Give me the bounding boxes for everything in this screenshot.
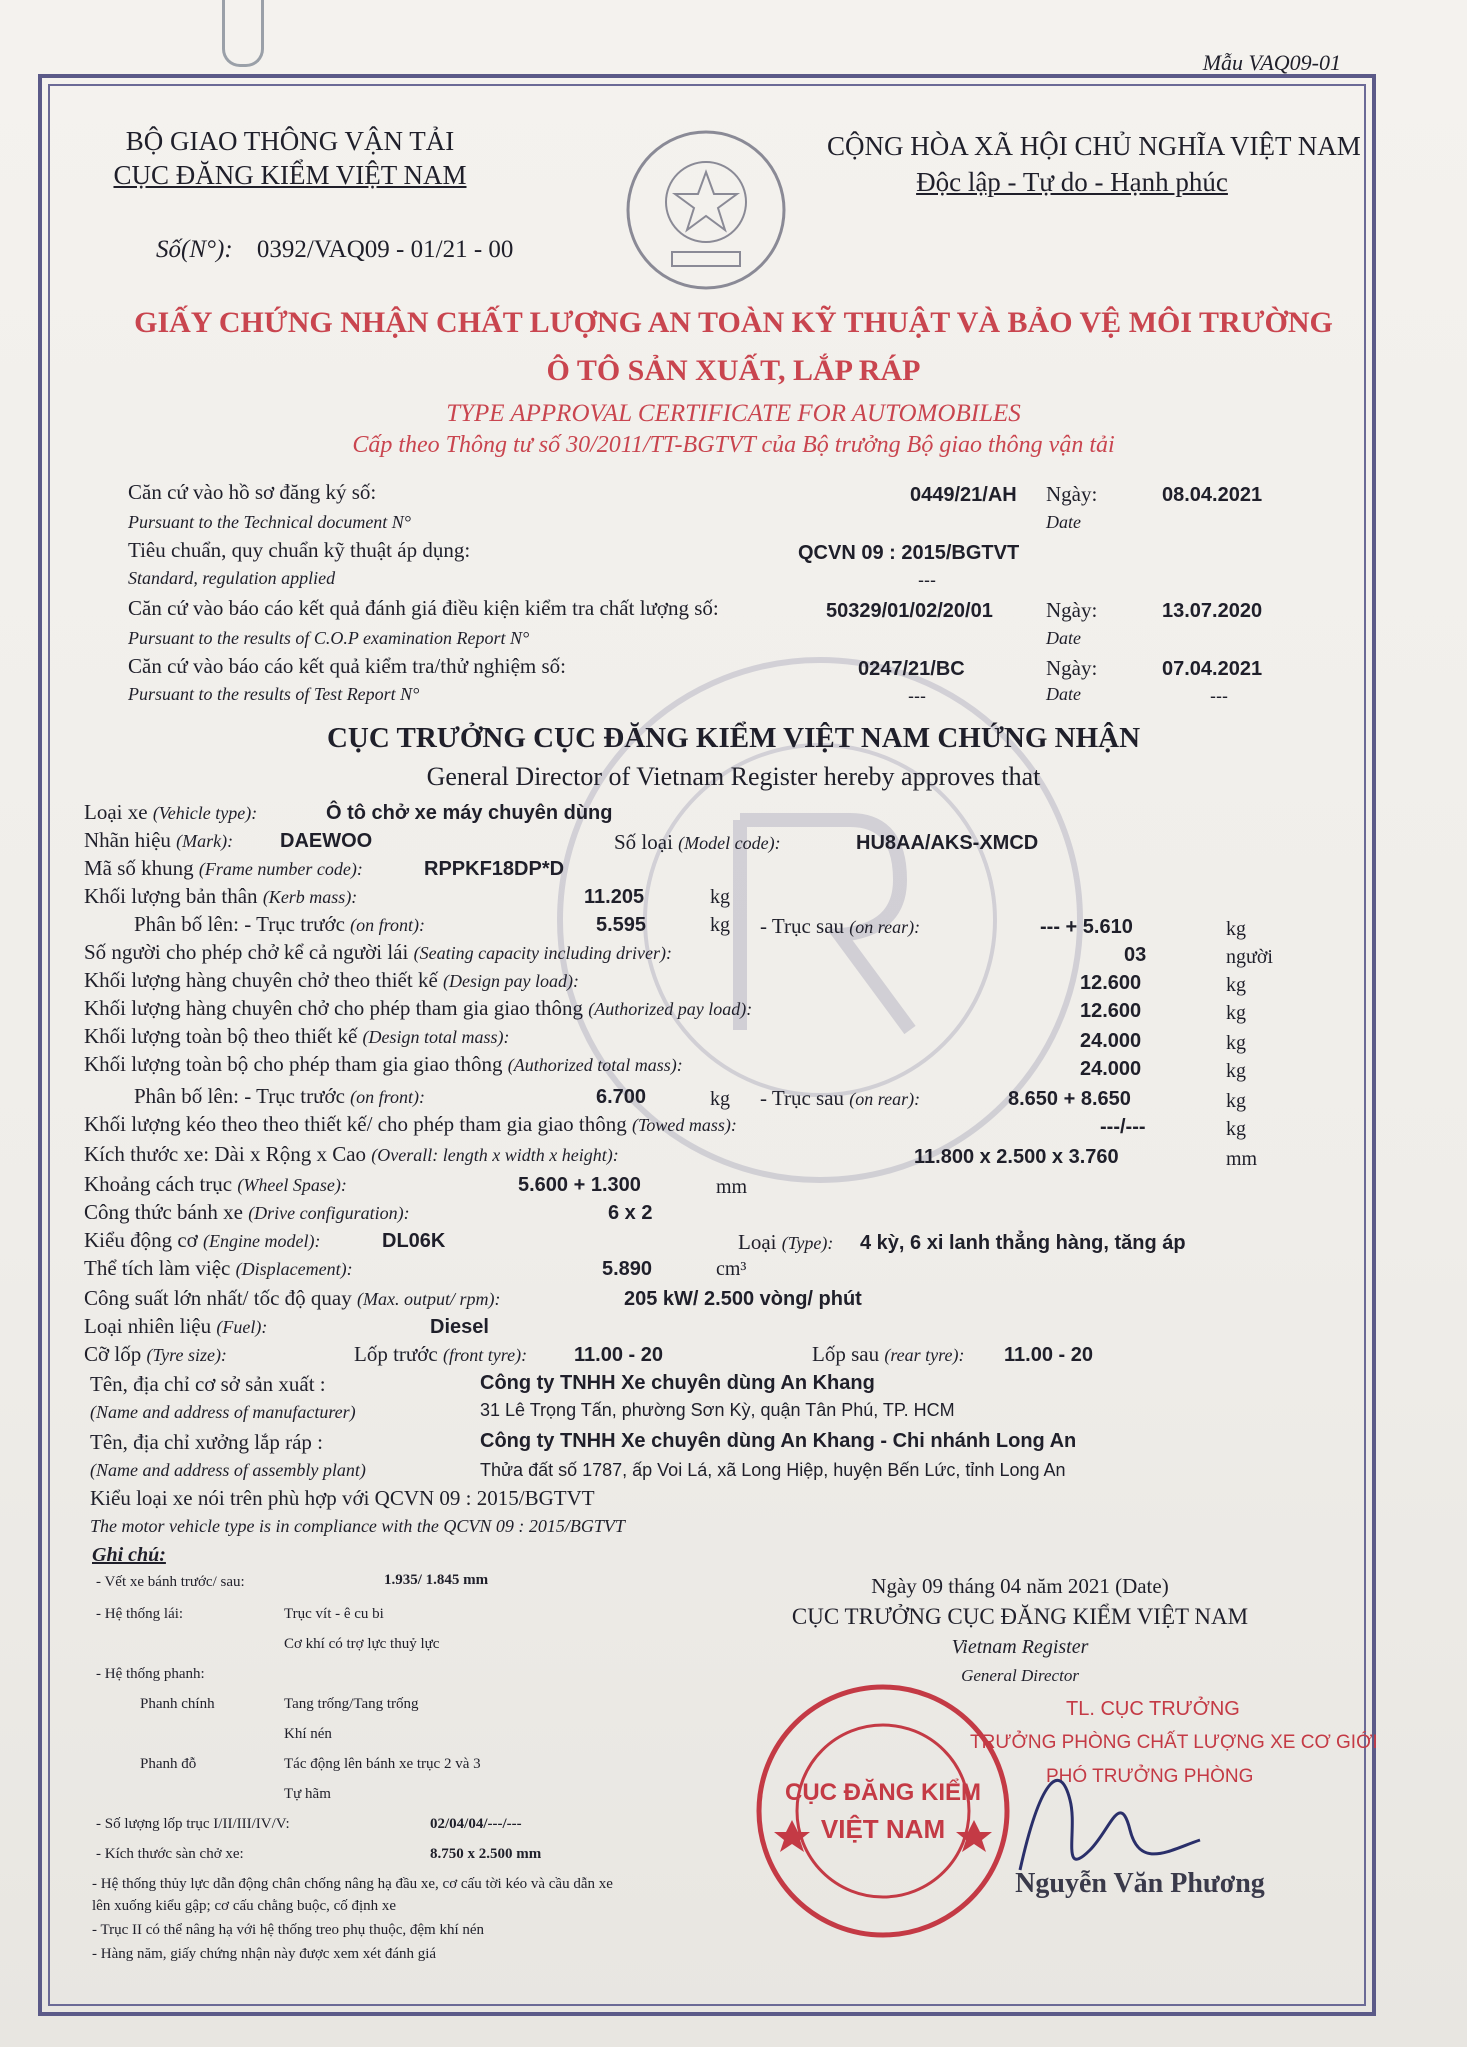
- deck-value: 8.750 x 2.500 mm: [430, 1846, 542, 1862]
- note-hydraulic-2: lên xuống kiểu gập; cơ cấu chằng buộc, cố định xe: [92, 1898, 397, 1914]
- sign-office-en: Vietnam Register: [951, 1636, 1089, 1658]
- spec-engine: [84, 1228, 320, 1253]
- payload-label: Khối lượng hàng chuyên chở theo thiết kế: [84, 968, 438, 992]
- spec-tyre: [84, 1342, 227, 1367]
- test-label: Căn cứ vào báo cáo kết quả kiểm tra/thử nghiệm số:: [128, 654, 566, 678]
- stamp-line-2: TRƯỞNG PHÒNG CHẤT LƯỢNG XE CƠ GIỚI: [970, 1732, 1378, 1753]
- spec-tyre-rear: [812, 1342, 964, 1367]
- plant-label-en: (Name and address of assembly plant): [90, 1460, 366, 1480]
- etype-label-en: (Type):: [781, 1233, 834, 1253]
- kerb-rear-unit: kg: [1226, 918, 1246, 940]
- towed-value: ---/---: [1100, 1116, 1146, 1138]
- frame-label-en: (Frame number code):: [198, 859, 363, 879]
- reg-number: 0449/21/AH: [910, 484, 1017, 506]
- reg-label-en: Pursuant to the Technical document N°: [128, 512, 412, 532]
- model-label-en: (Model code):: [678, 833, 781, 853]
- svg-text:VIỆT NAM: VIỆT NAM: [820, 1814, 946, 1844]
- cop-label: Căn cứ vào báo cáo kết quả đánh giá điều kiện kiểm tra chất lượng số:: [128, 596, 719, 620]
- spec-dist: [134, 912, 425, 937]
- compliance-en: The motor vehicle type is in compliance with the QCVN 09 : 2015/BGTVT: [90, 1516, 625, 1536]
- kerb-label: Khối lượng bản thân: [84, 884, 258, 908]
- spec-model: [614, 830, 781, 855]
- cop-date-label-en: Date: [1046, 628, 1081, 648]
- disp-value: 5.890: [602, 1258, 653, 1280]
- dist2-rear-value: 8.650 + 8.650: [1008, 1088, 1131, 1110]
- spec-auth-payload: [84, 996, 752, 1021]
- main-brake-1: Tang trống/Tang trống: [284, 1696, 419, 1712]
- plant-address: Thửa đất số 1787, ấp Voi Lá, xã Long Hiệp, huyện Bến Lức, tỉnh Long An: [480, 1460, 1066, 1480]
- dims-value: 11.800 x 2.500 x 3.760: [914, 1146, 1119, 1168]
- reg-date: 08.04.2021: [1162, 484, 1263, 506]
- auth-payload-unit: kg: [1226, 1002, 1246, 1024]
- cop-date-label: Ngày:: [1046, 598, 1098, 622]
- fuel-value: Diesel: [430, 1316, 489, 1338]
- signer-name: Nguyễn Văn Phương: [1015, 1868, 1265, 1899]
- spec-kerb-rear: [760, 914, 920, 939]
- reg-date-label-en: Date: [1046, 512, 1081, 532]
- model-value: HU8AA/AKS-XMCD: [856, 832, 1039, 854]
- spec-etype: [738, 1230, 833, 1255]
- dist-label: Phân bố lên: - Trục trước: [134, 912, 345, 936]
- department-name: CỤC ĐĂNG KIỂM VIỆT NAM: [113, 160, 467, 190]
- test-date-label: Ngày:: [1046, 656, 1098, 680]
- track-label: - Vết xe bánh trước/ sau:: [96, 1574, 245, 1590]
- sign-title-en: General Director: [961, 1666, 1079, 1685]
- test-number: 0247/21/BC: [858, 658, 965, 680]
- mfr-label-en: (Name and address of manufacturer): [90, 1402, 356, 1422]
- number-value: 0392/VAQ09 - 01/21 - 00: [256, 236, 514, 263]
- park-brake-2: Tự hãm: [284, 1786, 331, 1802]
- national-emblem: [622, 126, 790, 294]
- cop-number: 50329/01/02/20/01: [826, 600, 993, 622]
- seat-value: 03: [1124, 944, 1147, 966]
- auth-payload-label: Khối lượng hàng chuyên chở cho phép tham gia giao thông: [84, 996, 583, 1020]
- etype-label: Loại: [738, 1230, 777, 1254]
- disp-label: Thể tích làm việc: [84, 1256, 231, 1280]
- etype-value: 4 kỳ, 6 xi lanh thẳng hàng, tăng áp: [860, 1232, 1186, 1254]
- kerb-rear-value: --- + 5.610: [1040, 916, 1133, 938]
- title-line-3: TYPE APPROVAL CERTIFICATE FOR AUTOMOBILES: [446, 400, 1021, 427]
- spec-power: [84, 1286, 500, 1311]
- frame-value: RPPKF18DP*D: [424, 858, 565, 880]
- spec-type: [84, 800, 257, 825]
- mfr-name: Công ty TNHH Xe chuyên dùng An Khang: [480, 1372, 875, 1394]
- stamp-line-3: PHÓ TRƯỞNG PHÒNG: [1046, 1766, 1254, 1787]
- test-number-dash: ---: [908, 686, 926, 706]
- cop-label-en: Pursuant to the results of C.O.P examination Report N°: [128, 628, 530, 648]
- power-label: Công suất lớn nhất/ tốc độ quay: [84, 1286, 352, 1310]
- tyre-front-value: 11.00 - 20: [574, 1344, 663, 1366]
- auth-payload-label-en: (Authorized pay load):: [588, 999, 753, 1019]
- title-line-2: Ô TÔ SẢN XUẤT, LẮP RÁP: [546, 354, 921, 387]
- mark-label: Nhãn hiệu: [84, 828, 171, 852]
- main-brake-2: Khí nén: [284, 1726, 332, 1742]
- tyre-rear-label: Lốp sau: [812, 1342, 880, 1366]
- reg-label: Căn cứ vào hồ sơ đăng ký số:: [128, 480, 377, 504]
- seat-label-en: (Seating capacity including driver):: [413, 943, 673, 963]
- tyre-count-label: - Số lượng lốp trục I/II/III/IV/V:: [96, 1816, 290, 1832]
- total-label-en: (Design total mass):: [362, 1027, 510, 1047]
- kerb-value: 11.205: [584, 886, 645, 908]
- spec-disp: [84, 1256, 353, 1281]
- national-motto: Độc lập - Tự do - Hạnh phúc: [916, 167, 1228, 197]
- park-brake-label: Phanh đỗ: [140, 1756, 197, 1772]
- auth-total-label-en: (Authorized total mass):: [507, 1055, 683, 1075]
- official-seal: [752, 1680, 1014, 1942]
- tyre-count-value: 02/04/04/---/---: [430, 1816, 522, 1832]
- stamp-line-1: TL. CỤC TRƯỞNG: [1066, 1698, 1240, 1720]
- spec-drive: [84, 1200, 410, 1225]
- mfr-label: Tên, địa chỉ cơ sở sản xuất :: [90, 1372, 326, 1396]
- spec-towed: [84, 1112, 737, 1137]
- note-hydraulic-1: - Hệ thống thủy lực dẫn động chân chống nâng hạ đầu xe, cơ cấu tời kéo và cầu dẫn xe: [92, 1876, 613, 1892]
- auth-total-value: 24.000: [1080, 1058, 1142, 1080]
- payload-label-en: (Design pay load):: [443, 971, 579, 991]
- steering-1: Trục vít - ê cu bi: [284, 1606, 384, 1622]
- issuer-block: [90, 124, 490, 192]
- kerb-front-unit: kg: [710, 914, 730, 936]
- towed-label-en: (Towed mass):: [631, 1115, 737, 1135]
- title-line-1: GIẤY CHỨNG NHẬN CHẤT LƯỢNG AN TOÀN KỸ THUẬT VÀ BẢO VỆ MÔI TRƯỜNG: [134, 306, 1333, 339]
- plant-label: Tên, địa chỉ xưởng lắp ráp :: [90, 1430, 323, 1454]
- spec-dist2-rear: [760, 1086, 920, 1111]
- form-code: Mẫu VAQ09-01: [1202, 50, 1341, 75]
- wheelbase-label: Khoảng cách trục: [84, 1172, 233, 1196]
- total-unit: kg: [1226, 1032, 1246, 1054]
- engine-label: Kiểu động cơ: [84, 1228, 198, 1252]
- rear-label: - Trục sau: [760, 914, 845, 938]
- plant-name: Công ty TNHH Xe chuyên dùng An Khang - Chi nhánh Long An: [480, 1430, 1077, 1452]
- dist2-front-en: (on front):: [350, 1087, 425, 1107]
- tyre-front-label: Lốp trước: [354, 1342, 438, 1366]
- drive-value: 6 x 2: [608, 1202, 653, 1224]
- kerb-unit: kg: [710, 886, 730, 908]
- deck-label: - Kích thước sàn chở xe:: [96, 1846, 244, 1862]
- dist2-rear-en: (on rear):: [849, 1089, 921, 1109]
- total-value: 24.000: [1080, 1030, 1142, 1052]
- tyre-label: Cỡ lốp: [84, 1342, 142, 1366]
- note-review: - Hàng năm, giấy chứng nhận này được xem xét đánh giá: [92, 1946, 437, 1962]
- standard-label: Tiêu chuẩn, quy chuẩn kỹ thuật áp dụng:: [128, 538, 471, 562]
- track-value: 1.935/ 1.845 mm: [384, 1572, 489, 1588]
- disp-label-en: (Displacement):: [235, 1259, 353, 1279]
- spec-tyre-front: [354, 1342, 527, 1367]
- paper-clip: [222, 0, 264, 67]
- steering-label: - Hệ thống lái:: [96, 1606, 184, 1622]
- notes-heading: Ghi chú:: [92, 1544, 166, 1566]
- drive-label: Công thức bánh xe: [84, 1200, 243, 1224]
- type-value: Ô tô chở xe máy chuyên dùng: [326, 802, 613, 824]
- wheelbase-label-en: (Wheel Spase):: [237, 1175, 347, 1195]
- model-label: Số loại: [614, 830, 673, 854]
- power-value: 205 kW/ 2.500 vòng/ phút: [624, 1288, 862, 1310]
- engine-value: DL06K: [382, 1230, 446, 1252]
- republic-name: CỘNG HÒA XÃ HỘI CHỦ NGHĨA VIỆT NAM: [827, 131, 1361, 161]
- engine-label-en: (Engine model):: [203, 1231, 321, 1251]
- number-label: Số(N°):: [156, 236, 233, 263]
- tyre-label-en: (Tyre size):: [146, 1345, 227, 1365]
- seat-unit: người: [1226, 946, 1273, 968]
- type-label: Loại xe: [84, 800, 148, 824]
- dist2-rear-label: - Trục sau: [760, 1086, 845, 1110]
- dist-front-en: (on front):: [350, 915, 425, 935]
- kerb-front-value: 5.595: [596, 914, 647, 936]
- wheelbase-unit: mm: [716, 1176, 748, 1198]
- total-label: Khối lượng toàn bộ theo thiết kế: [84, 1024, 358, 1048]
- test-date-label-en: Date: [1046, 684, 1081, 704]
- main-brake-label: Phanh chính: [140, 1696, 215, 1712]
- spec-wheelbase: [84, 1172, 347, 1197]
- mfr-address: 31 Lê Trọng Tấn, phường Sơn Kỳ, quận Tân Phú, TP. HCM: [480, 1400, 955, 1420]
- standard-dash: ---: [918, 570, 936, 590]
- auth-total-label: Khối lượng toàn bộ cho phép tham gia giao thông: [84, 1052, 503, 1076]
- approval-heading-en: General Director of Vietnam Register hereby approves that: [426, 762, 1041, 791]
- disp-unit: cm³: [716, 1258, 747, 1280]
- dist2-front-value: 6.700: [596, 1086, 647, 1108]
- auth-payload-value: 12.600: [1080, 1000, 1142, 1022]
- dist2-front-unit: kg: [710, 1088, 730, 1110]
- frame-label: Mã số khung: [84, 856, 194, 880]
- ministry-name: BỘ GIAO THÔNG VẬN TẢI: [125, 126, 455, 156]
- tyre-rear-label-en: (rear tyre):: [884, 1345, 965, 1365]
- spec-mark: [84, 828, 233, 853]
- tyre-rear-value: 11.00 - 20: [1004, 1344, 1093, 1366]
- drive-label-en: (Drive configuration):: [248, 1203, 410, 1223]
- test-date: 07.04.2021: [1162, 658, 1263, 680]
- fuel-label: Loại nhiên liệu: [84, 1314, 212, 1338]
- tyre-front-label-en: (front tyre):: [442, 1345, 528, 1365]
- wheelbase-value: 5.600 + 1.300: [518, 1174, 641, 1196]
- sign-office: CỤC TRƯỞNG CỤC ĐĂNG KIỂM VIỆT NAM: [791, 1604, 1249, 1629]
- dist2-label: Phân bố lên: - Trục trước: [134, 1084, 345, 1108]
- standard-value: QCVN 09 : 2015/BGTVT: [798, 542, 1020, 564]
- payload-unit: kg: [1226, 974, 1246, 996]
- test-label-en: Pursuant to the results of Test Report N°: [128, 684, 420, 704]
- dist2-rear-unit: kg: [1226, 1090, 1246, 1112]
- standard-label-en: Standard, regulation applied: [128, 568, 336, 588]
- spec-fuel: [84, 1314, 267, 1339]
- power-label-en: (Max. output/ rpm):: [357, 1289, 501, 1309]
- spec-seat: [84, 940, 672, 965]
- approval-heading: CỤC TRƯỞNG CỤC ĐĂNG KIỂM VIỆT NAM CHỨNG NHẬN: [326, 722, 1141, 754]
- svg-text:CỤC ĐĂNG KIỂM: CỤC ĐĂNG KIỂM: [785, 1779, 981, 1806]
- spec-auth-total: [84, 1052, 683, 1077]
- spec-kerb: [84, 884, 357, 909]
- republic-block: [827, 128, 1361, 200]
- steering-2: Cơ khí có trợ lực thuỷ lực: [284, 1636, 440, 1652]
- seat-label: Số người cho phép chở kể cả người lái: [84, 940, 409, 964]
- rear-label-en: (on rear):: [849, 917, 921, 937]
- note-axle: - Trục II có thể nâng hạ với hệ thống treo phụ thuộc, đệm khí nén: [92, 1922, 485, 1938]
- compliance-vi: Kiểu loại xe nói trên phù hợp với QCVN 09 : 2015/BGTVT: [90, 1486, 595, 1510]
- towed-unit: kg: [1226, 1118, 1246, 1140]
- auth-total-unit: kg: [1226, 1060, 1246, 1082]
- brake-label: - Hệ thống phanh:: [96, 1666, 205, 1682]
- towed-label: Khối lượng kéo theo theo thiết kế/ cho phép tham gia giao thông: [84, 1112, 627, 1136]
- spec-total: [84, 1024, 510, 1049]
- dims-label: Kích thước xe: Dài x Rộng x Cao: [84, 1142, 367, 1166]
- spec-dist2: [134, 1084, 425, 1109]
- certificate-number: [156, 236, 513, 264]
- spec-dims: [84, 1142, 619, 1167]
- kerb-label-en: (Kerb mass):: [262, 887, 358, 907]
- sign-date: Ngày 09 tháng 04 năm 2021 (Date): [871, 1574, 1169, 1598]
- type-label-en: (Vehicle type):: [152, 803, 258, 823]
- spec-payload: [84, 968, 579, 993]
- payload-value: 12.600: [1080, 972, 1142, 994]
- park-brake-1: Tác động lên bánh xe trục 2 và 3: [284, 1756, 481, 1772]
- title-line-4: Cấp theo Thông tư số 30/2011/TT-BGTVT của Bộ trưởng Bộ giao thông vận tải: [352, 432, 1115, 458]
- dims-label-en: (Overall: length x width x height):: [371, 1145, 619, 1165]
- spec-frame: [84, 856, 363, 881]
- mark-value: DAEWOO: [280, 830, 373, 852]
- fuel-label-en: (Fuel):: [216, 1317, 268, 1337]
- cop-date: 13.07.2020: [1162, 600, 1263, 622]
- mark-label-en: (Mark):: [176, 831, 234, 851]
- reg-date-label: Ngày:: [1046, 482, 1098, 506]
- test-date-dash: ---: [1210, 686, 1228, 706]
- dims-unit: mm: [1226, 1148, 1258, 1170]
